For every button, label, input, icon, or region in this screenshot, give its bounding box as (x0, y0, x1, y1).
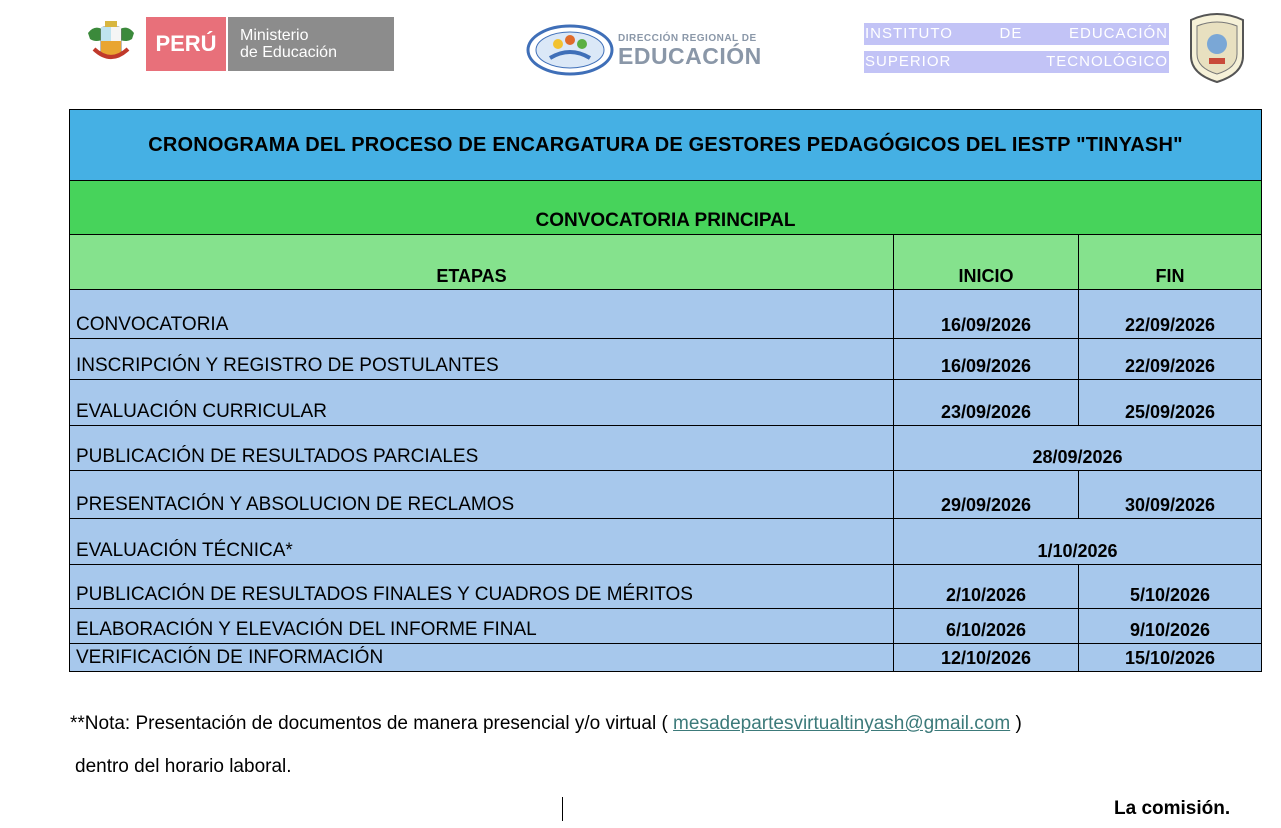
header-end: FIN (1155, 266, 1185, 286)
dre-logo (526, 24, 762, 76)
note-line2: dentro del horario laboral. (75, 756, 292, 777)
row-date: 1/10/2026 (1037, 541, 1118, 561)
row-stage: PRESENTACIÓN Y ABSOLUCION DE RECLAMOS (70, 471, 894, 518)
table-row (70, 338, 1261, 379)
row-start: 12/10/2026 (894, 644, 1079, 671)
institute-line1 (864, 23, 1169, 45)
institute-word: INSTITUTO (865, 25, 953, 42)
schedule-table (69, 109, 1262, 672)
peru-label: PERÚ (146, 17, 226, 71)
institute-name (864, 23, 1169, 79)
minedu-line1: Ministerio (240, 27, 309, 44)
row-start: 6/10/2026 (894, 609, 1079, 643)
minedu-label (228, 17, 394, 71)
dre-seal-icon (526, 24, 614, 76)
table-row (70, 289, 1261, 338)
row-end: 9/10/2026 (1129, 620, 1211, 640)
institute-word: TECNOLÓGICO (1046, 53, 1168, 70)
row-stage: INSCRIPCIÓN Y REGISTRO DE POSTULANTES (70, 339, 894, 379)
row-stage: EVALUACIÓN TÉCNICA* (70, 519, 894, 564)
row-end: 30/09/2026 (1124, 495, 1216, 515)
page-header (0, 0, 1281, 100)
row-stage: CONVOCATORIA (70, 290, 894, 338)
table-row (70, 470, 1261, 518)
institute-word: SUPERIOR (865, 53, 952, 70)
institute-line2 (864, 51, 1169, 73)
header-stage: ETAPAS (70, 235, 894, 289)
institute-word: EDUCACIÓN (1068, 25, 1168, 42)
row-end: 5/10/2026 (1129, 585, 1211, 605)
table-row (70, 425, 1261, 470)
row-end: 25/09/2026 (1124, 402, 1216, 422)
table-row (70, 518, 1261, 564)
row-start: 16/09/2026 (894, 339, 1079, 379)
tinyash-seal-icon (1185, 10, 1249, 84)
table-row (70, 643, 1261, 671)
note-suffix: ) (1010, 713, 1022, 734)
text-cursor (562, 797, 563, 821)
email-link[interactable]: mesadepartesvirtualtinyash@gmail.com (673, 713, 1011, 734)
table-header-row (70, 234, 1261, 289)
row-start: 29/09/2026 (894, 471, 1079, 518)
table-row (70, 608, 1261, 643)
row-stage: PUBLICACIÓN DE RESULTADOS FINALES Y CUADROS DE MÉRITOS (70, 565, 894, 608)
note-line1 (70, 713, 1022, 735)
table-row (70, 379, 1261, 425)
table-row (70, 564, 1261, 608)
dre-small-label: DIRECCIÓN REGIONAL DE (618, 32, 757, 44)
table-title: CRONOGRAMA DEL PROCESO DE ENCARGATURA DE GESTORES PEDAGÓGICOS DEL IESTP "TINYASH" (70, 110, 1261, 180)
row-start: 2/10/2026 (894, 565, 1079, 608)
minedu-line2: de Educación (240, 44, 337, 61)
row-start: 23/09/2026 (894, 380, 1079, 425)
row-end: 15/10/2026 (1124, 648, 1216, 668)
row-end: 22/09/2026 (1124, 315, 1216, 335)
row-stage: ELABORACIÓN Y ELEVACIÓN DEL INFORME FINAL (70, 609, 894, 643)
row-start: 16/09/2026 (894, 290, 1079, 338)
row-stage: PUBLICACIÓN DE RESULTADOS PARCIALES (70, 426, 894, 470)
note-prefix: **Nota: Presentación de documentos de manera presencial y/o virtual ( (70, 713, 674, 734)
header-start: INICIO (894, 235, 1079, 289)
row-date: 28/09/2026 (1032, 447, 1123, 467)
dre-text (618, 33, 762, 68)
institute-word: DE (999, 25, 1023, 42)
dre-big-label: EDUCACIÓN (618, 42, 762, 69)
row-stage: EVALUACIÓN CURRICULAR (70, 380, 894, 425)
table-subtitle: CONVOCATORIA PRINCIPAL (70, 180, 1261, 234)
row-end: 22/09/2026 (1124, 356, 1216, 376)
minedu-logo (82, 17, 396, 71)
signature: La comisión. (1114, 798, 1231, 819)
row-stage: VERIFICACIÓN DE INFORMACIÓN (70, 644, 894, 671)
peru-coat-of-arms-icon (82, 17, 140, 71)
